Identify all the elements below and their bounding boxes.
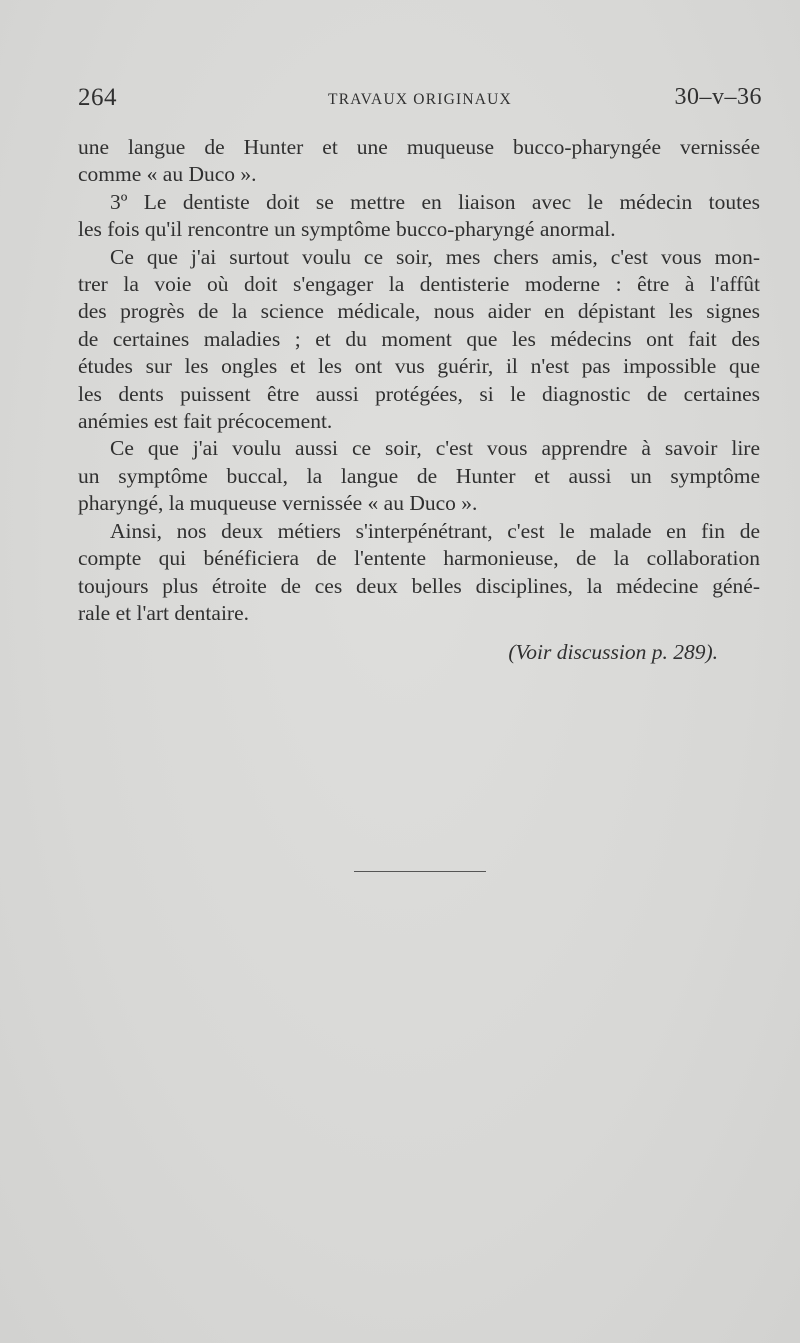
text-line: études sur les ongles et les ont vus guérir, il n'est pas impossible que	[78, 354, 760, 379]
paragraph-continuation	[78, 134, 760, 189]
text-line: Ainsi, nos deux métiers s'interpénétrant, c'est le malade en fin de	[110, 518, 760, 543]
text-line: compte qui bénéficiera de l'entente harmonieuse, de la collaboration	[78, 546, 760, 571]
text-line: Ce que j'ai surtout voulu ce soir, mes chers amis, c'est vous mon-	[110, 244, 760, 269]
page-number: 264	[78, 84, 117, 111]
text-line: les fois qu'il rencontre un symptôme bucco-pharyngé anormal.	[78, 217, 616, 242]
issue-date: 30–v–36	[674, 84, 762, 110]
section-title: TRAVAUX ORIGINAUX	[328, 91, 512, 108]
paragraph-conclusion-3	[78, 518, 760, 628]
text-line: trer la voie où doit s'engager la dentisterie moderne : être à l'affût	[78, 272, 760, 297]
text-line: Ce que j'ai voulu aussi ce soir, c'est vous apprendre à savoir lire	[110, 436, 760, 461]
text-line: rale et l'art dentaire.	[78, 600, 249, 625]
text-line: des progrès de la science médicale, nous aider en dépistant les signes	[78, 299, 760, 324]
text-line: anémies est fait précocement.	[78, 409, 333, 434]
text-line: toujours plus étroite de ces deux belles disciplines, la médecine géné-	[78, 573, 760, 598]
text-line: comme « au Duco ».	[78, 162, 257, 187]
paragraph-point-3	[78, 189, 760, 244]
text-line: une langue de Hunter et une muqueuse bucco-pharyngée vernissée	[78, 135, 760, 159]
text-line: un symptôme buccal, la langue de Hunter et aussi un symptôme	[78, 463, 760, 488]
running-head	[78, 84, 762, 124]
text-line: pharyngé, la muqueuse vernissée « au Duco ».	[78, 491, 478, 516]
text-line: 3º Le dentiste doit se mettre en liaison avec le médecin toutes	[110, 189, 760, 214]
discussion-reference: (Voir discussion p. 289).	[508, 640, 718, 664]
paragraph-conclusion-1	[78, 244, 760, 436]
article-body	[78, 134, 760, 627]
end-of-article-rule	[354, 871, 486, 872]
text-line: les dents puissent être aussi protégées, si le diagnostic de certaines	[78, 381, 760, 406]
text-line: de certaines maladies ; et du moment que les médecins ont fait des	[78, 326, 760, 351]
paragraph-conclusion-2	[78, 435, 760, 517]
